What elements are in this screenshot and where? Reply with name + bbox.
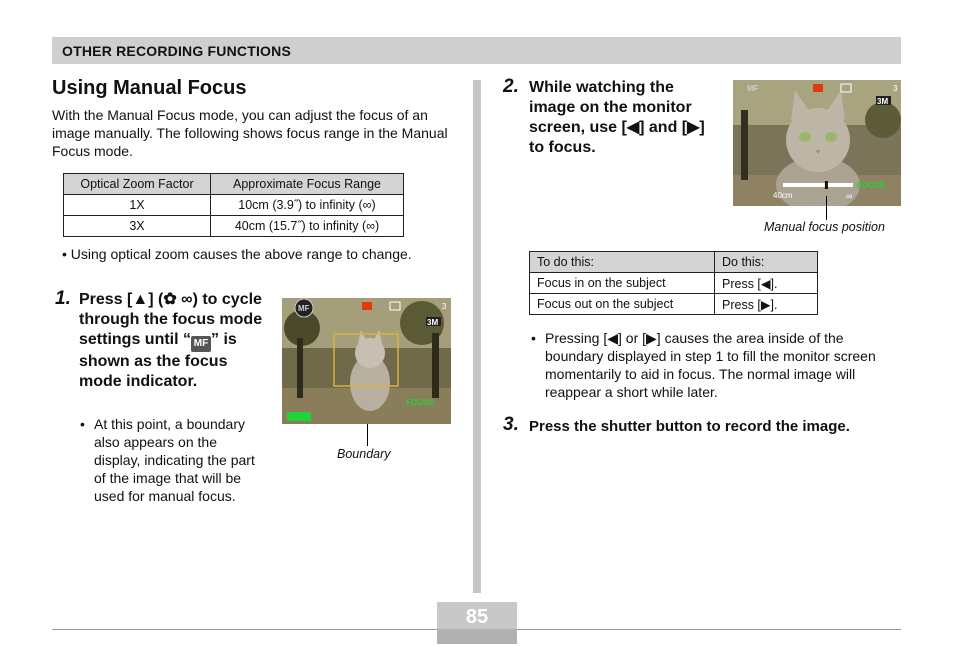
table-row xyxy=(530,273,818,294)
table-header-row xyxy=(530,252,818,273)
table-cell: 3X xyxy=(64,216,211,237)
camera-screen-manual-focus xyxy=(733,80,901,206)
chapter-title: OTHER RECORDING FUNCTIONS xyxy=(62,43,291,59)
table-cell: 1X xyxy=(64,195,211,216)
svg-text:FOCUS: FOCUS xyxy=(857,181,885,190)
step-2-text: While watching the image on the monitor screen, use [◀] and [▶] to focus. xyxy=(529,79,705,156)
section-header-bar xyxy=(52,37,901,64)
svg-text:3: 3 xyxy=(442,302,447,311)
manual-focus-caption: Manual focus position xyxy=(764,220,885,234)
table-header-cell: Approximate Focus Range xyxy=(211,174,404,195)
boundary-callout-line xyxy=(367,424,368,446)
svg-text:3: 3 xyxy=(893,84,898,93)
step-1-number: 1. xyxy=(55,288,71,309)
svg-text:3M: 3M xyxy=(427,318,439,327)
zoom-note: • Using optical zoom causes the above range to change. xyxy=(62,246,412,262)
svg-text:40cm: 40cm xyxy=(773,191,793,200)
step-1-text-part: ” is shown as the focus mode indicator. xyxy=(79,331,237,390)
step-1-bullet: • At this point, a boundary also appears on the display, indicating the part of the image that will be used for manual focus. xyxy=(80,415,262,505)
table-cell: Press [◀]. xyxy=(715,273,818,294)
focus-callout-line xyxy=(826,196,827,220)
table-header-cell: To do this: xyxy=(530,252,715,273)
boundary-caption: Boundary xyxy=(337,447,391,461)
svg-text:FOCUS: FOCUS xyxy=(406,398,434,407)
step-2-number: 2. xyxy=(503,76,519,97)
table-cell: 40cm (15.7˝) to infinity (∞) xyxy=(211,216,404,237)
page-number-shade xyxy=(437,629,517,644)
table-cell: Press [▶]. xyxy=(715,294,818,315)
step-1-text-part: Press [▲] ( xyxy=(79,291,164,308)
step-3-text: Press the shutter button to record the image. xyxy=(529,418,850,435)
infinity-icon: ∞ xyxy=(181,291,193,308)
table-cell: 10cm (3.9˝) to infinity (∞) xyxy=(211,195,404,216)
cat-photo-1 xyxy=(282,298,451,424)
table-header-row xyxy=(64,174,404,195)
focus-range-table xyxy=(63,173,404,237)
svg-text:∞: ∞ xyxy=(846,191,853,201)
svg-text:3M: 3M xyxy=(877,97,889,106)
camera-screen-boundary xyxy=(282,298,451,424)
page-number: 85 xyxy=(465,606,489,628)
table-cell: Focus in on the subject xyxy=(530,273,715,294)
focus-action-table xyxy=(529,251,818,315)
table-row xyxy=(64,216,404,237)
macro-icon: ✿ xyxy=(163,291,177,308)
mf-indicator: MF xyxy=(747,84,759,93)
intro-paragraph: With the Manual Focus mode, you can adjust the focus of an image manually. The following shows focus range in the Manual Focus mode. xyxy=(52,107,448,159)
table-cell: Focus out on the subject xyxy=(530,294,715,315)
step-2-bullet: • Pressing [◀] or [▶] causes the area inside of the boundary displayed in step 1 to fill the monitor screen momentarily to aid in focus. The normal image will reappear a short while later. xyxy=(531,329,876,401)
svg-text:MF: MF xyxy=(298,304,310,313)
section-title: Using Manual Focus xyxy=(52,77,247,99)
column-divider xyxy=(473,80,481,593)
mf-icon: MF xyxy=(191,336,211,352)
step-1-text-part: ) to cycle through the focus mode settings until “ xyxy=(79,291,263,348)
step-3-number: 3. xyxy=(503,414,519,435)
table-header-cell: Do this: xyxy=(715,252,818,273)
table-row xyxy=(530,294,818,315)
cat-photo-2 xyxy=(733,80,901,206)
manual-focus-marker xyxy=(825,181,828,189)
step-1-text xyxy=(79,290,269,392)
page-number-box xyxy=(437,602,517,644)
table-header-cell: Optical Zoom Factor xyxy=(64,174,211,195)
table-row xyxy=(64,195,404,216)
